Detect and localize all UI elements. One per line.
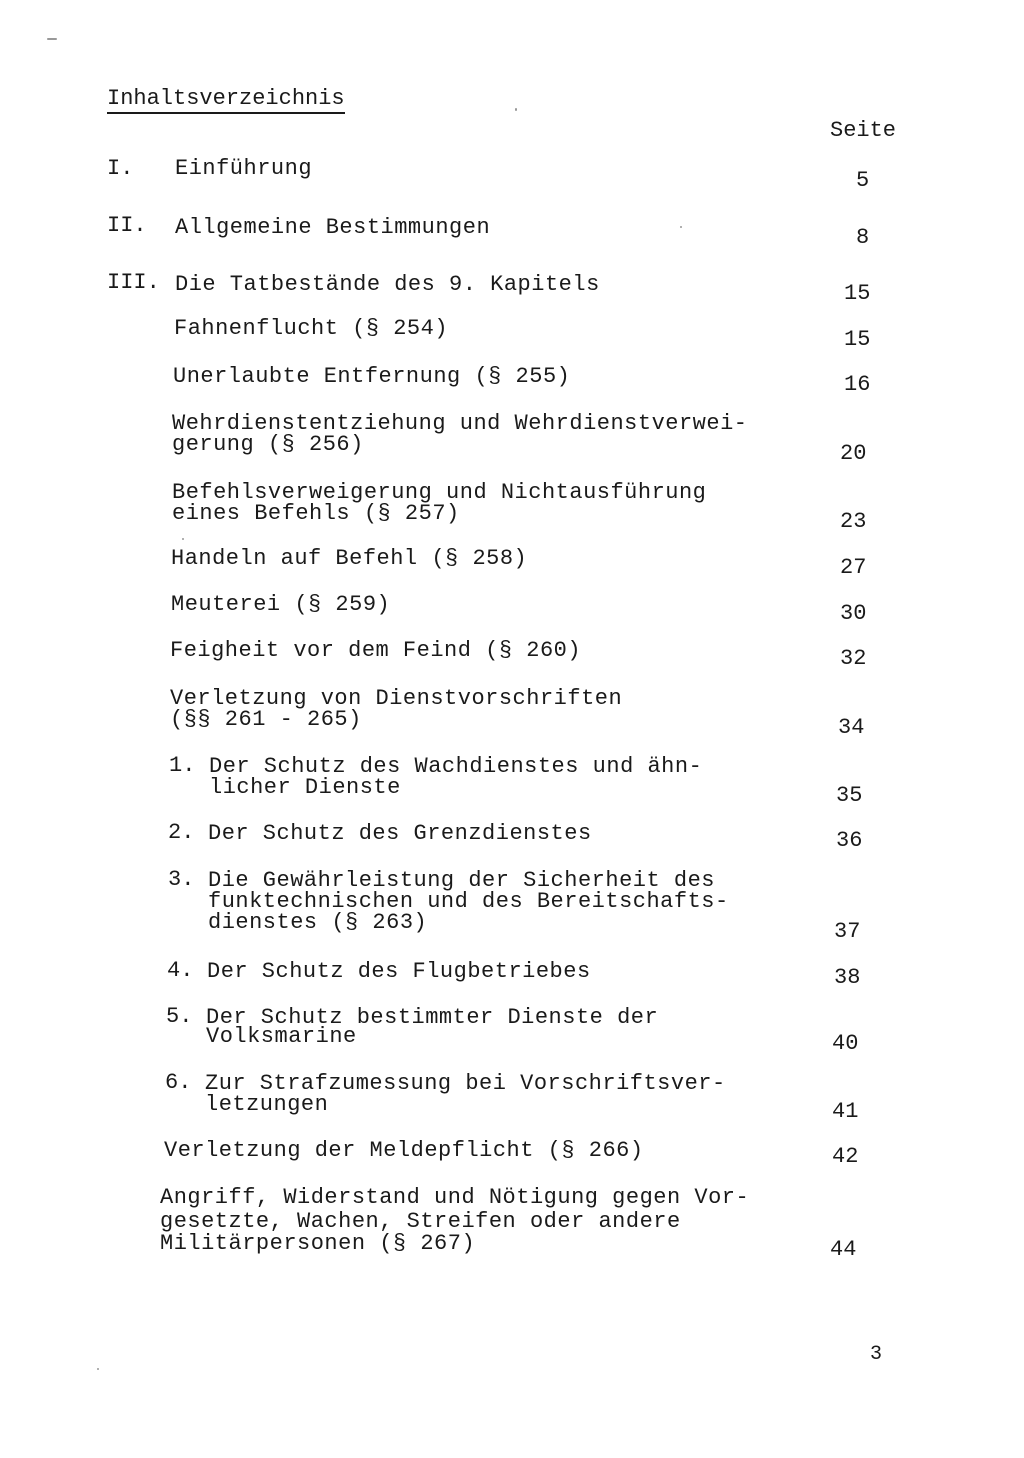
subsection-page: 35 (836, 783, 863, 808)
section-page: 23 (840, 509, 867, 534)
chapter-title: Die Tatbestände des 9. Kapitels (175, 272, 600, 297)
subsection-title-line: Die Gewährleistung der Sicherheit des (208, 868, 715, 893)
subsection-title-line: Volksmarine (206, 1024, 357, 1049)
section-title-line: Befehlsverweigerung und Nichtausführung (172, 480, 707, 505)
subsection-number: 2. (168, 820, 195, 845)
subsection-title-line: Der Schutz bestimmter Dienste der (206, 1005, 659, 1030)
section-page: 15 (844, 327, 871, 352)
section-title: Meuterei (§ 259) (171, 592, 391, 617)
toc-heading: Inhaltsverzeichnis (107, 88, 345, 114)
subsection-title-line: Zur Strafzumessung bei Vorschriftsver- (205, 1071, 726, 1096)
subsection-number: 5. (166, 1004, 193, 1029)
subsection-page: 41 (832, 1099, 859, 1124)
scan-speck (182, 538, 184, 540)
section-title-line: eines Befehls (§ 257) (172, 501, 460, 526)
chapter-page: 15 (844, 281, 871, 306)
subsection-page: 40 (832, 1031, 859, 1056)
subsection-title-line: dienstes (§ 263) (208, 910, 428, 935)
subsection-title-line: funktechnischen und des Bereitschafts- (208, 889, 729, 914)
scan-speck (515, 108, 517, 111)
subsection-number: 3. (168, 867, 195, 892)
subsection-title: Der Schutz des Grenzdienstes (208, 821, 592, 846)
scan-speck (47, 38, 57, 40)
section-page: 27 (840, 555, 867, 580)
chapter-page: 8 (856, 225, 870, 250)
subsection-page: 38 (834, 965, 861, 990)
chapter-page: 5 (856, 168, 870, 193)
chapter-number: II. (107, 213, 147, 238)
subsection-title: Der Schutz des Flugbetriebes (207, 959, 591, 984)
section-page: 20 (840, 441, 867, 466)
subsection-number: 4. (167, 958, 194, 983)
section-title-line: (§§ 261 - 265) (170, 707, 362, 732)
chapter-title: Allgemeine Bestimmungen (175, 215, 491, 240)
subsection-number: 1. (169, 753, 196, 778)
section-page: 44 (830, 1237, 857, 1262)
section-title-line: gesetzte, Wachen, Streifen oder andere (160, 1209, 681, 1234)
section-title-line: Angriff, Widerstand und Nötigung gegen Vor- (160, 1185, 750, 1210)
section-title: Fahnenflucht (§ 254) (174, 316, 449, 341)
chapter-number: I. (107, 156, 134, 181)
section-title: Handeln auf Befehl (§ 258) (171, 546, 528, 571)
subsection-title-line: letzungen (205, 1092, 329, 1117)
page-number: 3 (870, 1343, 883, 1366)
subsection-number: 6. (165, 1070, 192, 1095)
section-title-line: Wehrdienstentziehung und Wehrdienstverwei- (172, 411, 748, 436)
subsection-title-line: licher Dienste (209, 775, 401, 800)
subsection-page: 36 (836, 828, 863, 853)
chapter-title: Einführung (175, 156, 313, 181)
section-title-line: gerung (§ 256) (172, 432, 364, 457)
section-page: 30 (840, 601, 867, 626)
section-title-line: Verletzung von Dienstvorschriften (170, 686, 623, 711)
scan-speck (680, 226, 682, 228)
scan-speck (97, 1368, 99, 1370)
section-title: Feigheit vor dem Feind (§ 260) (170, 638, 582, 663)
section-page: 42 (832, 1144, 859, 1169)
section-title-line: Militärpersonen (§ 267) (160, 1231, 476, 1256)
subsection-title-line: Der Schutz des Wachdienstes und ähn- (209, 754, 703, 779)
section-page: 34 (838, 715, 865, 740)
section-title: Verletzung der Meldepflicht (§ 266) (164, 1138, 644, 1163)
page-column-label: Seite (830, 118, 897, 143)
section-title: Unerlaubte Entfernung (§ 255) (173, 364, 571, 389)
section-page: 32 (840, 646, 867, 671)
chapter-number: III. (107, 270, 160, 295)
subsection-page: 37 (834, 919, 861, 944)
section-page: 16 (844, 372, 871, 397)
